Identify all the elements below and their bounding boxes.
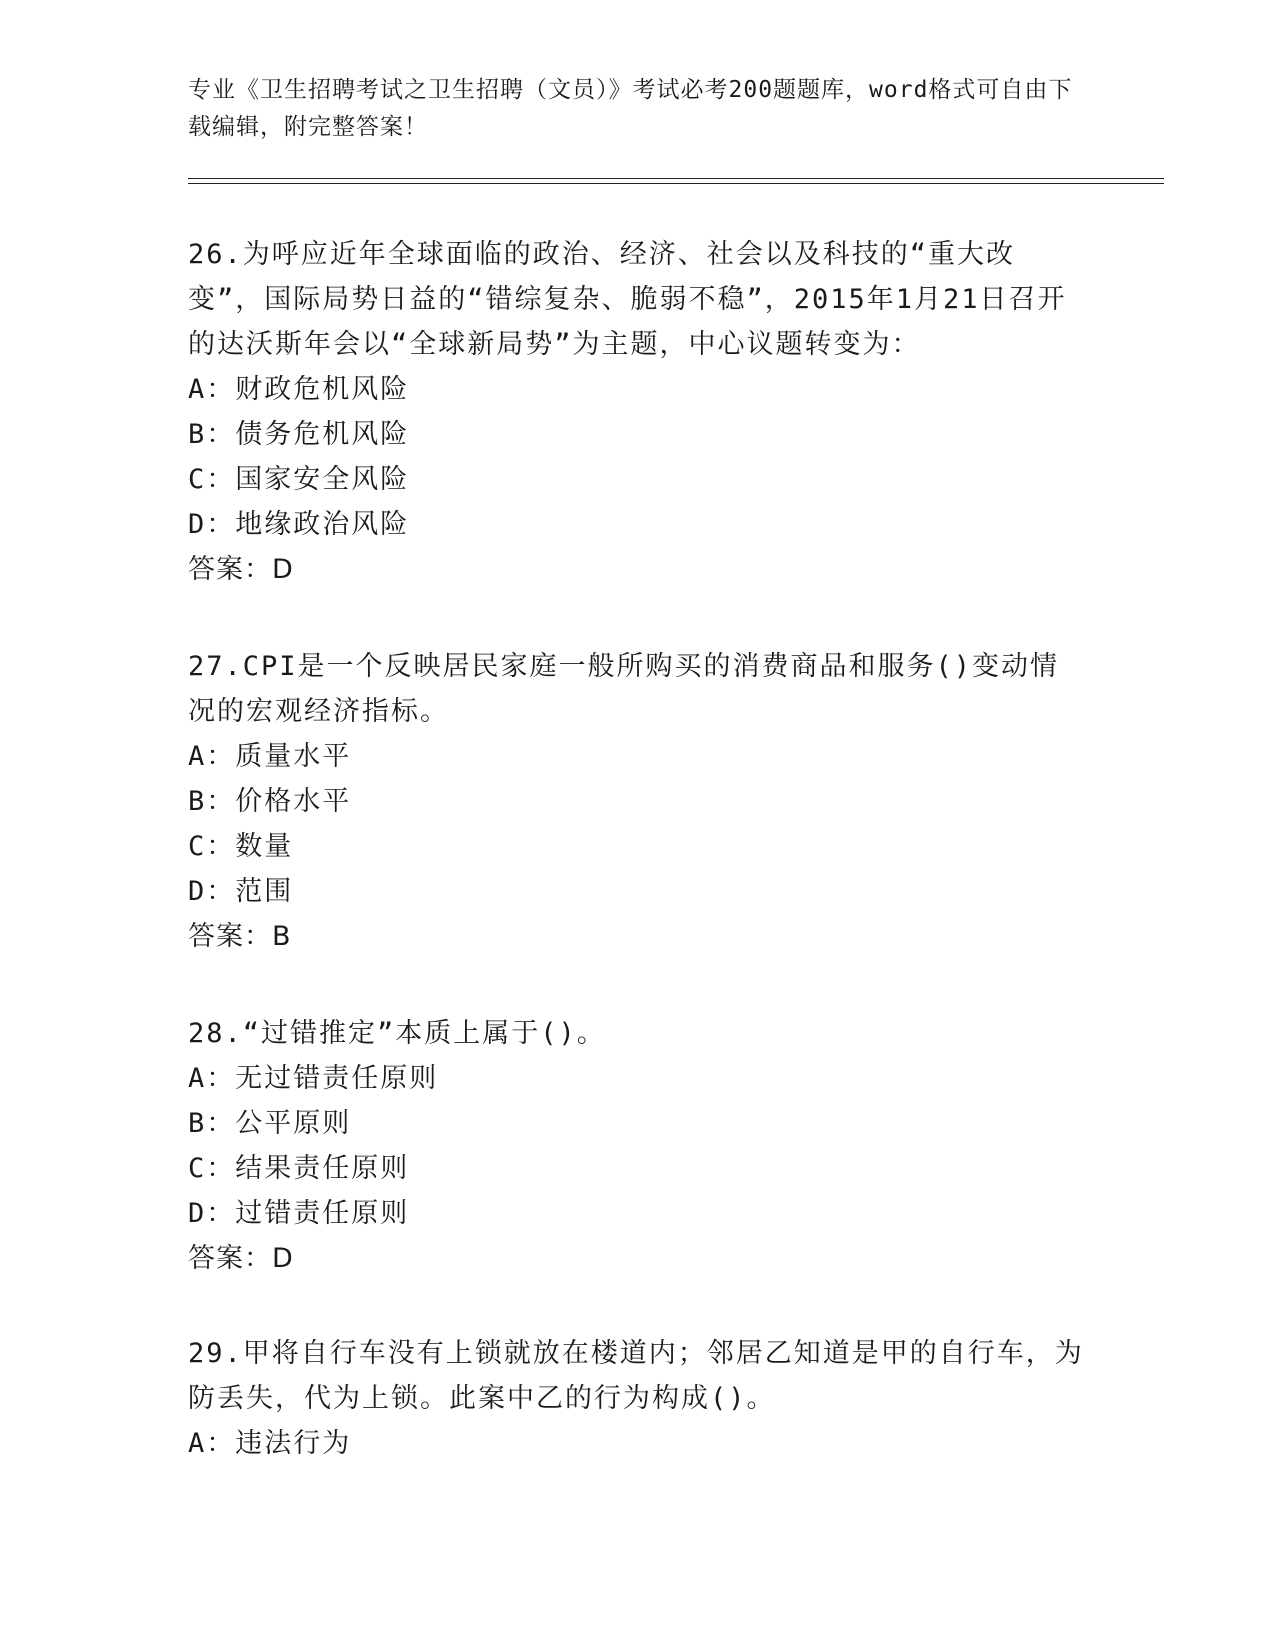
option-a: A：质量水平: [188, 741, 352, 772]
question-stem: 26.为呼应近年全球面临的政治、经济、社会以及科技的“重大改变”，国际局势日益的“错综复杂、脆弱不稳”，2015年1月21日召开的达沃斯年会以“全球新局势”为主题，中心议题转变为：: [188, 239, 1067, 360]
option-d: D：范围: [188, 876, 294, 907]
header-text: 专业《卫生招聘考试之卫生招聘（文员）》考试必考200题题库，word格式可自由下载编辑，附完整答案！: [188, 77, 1073, 140]
answer: 答案：D: [188, 554, 294, 585]
answer: 答案：D: [188, 1243, 294, 1274]
question-stem: 27.CPI是一个反映居民家庭一般所购买的消费商品和服务()变动情况的宏观经济指标。: [188, 651, 1060, 727]
question-stem: 29.甲将自行车没有上锁就放在楼道内；邻居乙知道是甲的自行车，为防丢失，代为上锁。此案中乙的行为构成()。: [188, 1338, 1084, 1414]
question-26: [188, 232, 1088, 592]
document-header: [188, 72, 1088, 146]
question-28: [188, 1011, 1088, 1281]
option-d: D：过错责任原则: [188, 1198, 410, 1229]
option-b: B：公平原则: [188, 1108, 352, 1139]
question-stem: 28.“过错推定”本质上属于()。: [188, 1018, 606, 1049]
option-c: C：数量: [188, 831, 294, 862]
option-a: A：无过错责任原则: [188, 1063, 439, 1094]
question-29: [188, 1331, 1088, 1466]
option-c: C：结果责任原则: [188, 1153, 410, 1184]
question-27: [188, 644, 1088, 959]
option-b: B：债务危机风险: [188, 419, 410, 450]
answer: 答案：B: [188, 921, 292, 952]
option-b: B：价格水平: [188, 786, 352, 817]
option-c: C：国家安全风险: [188, 464, 410, 495]
option-a: A：财政危机风险: [188, 374, 410, 405]
option-d: D：地缘政治风险: [188, 509, 410, 540]
header-divider-bottom: [188, 183, 1164, 184]
option-a: A：违法行为: [188, 1428, 352, 1459]
header-divider-top: [188, 178, 1164, 179]
